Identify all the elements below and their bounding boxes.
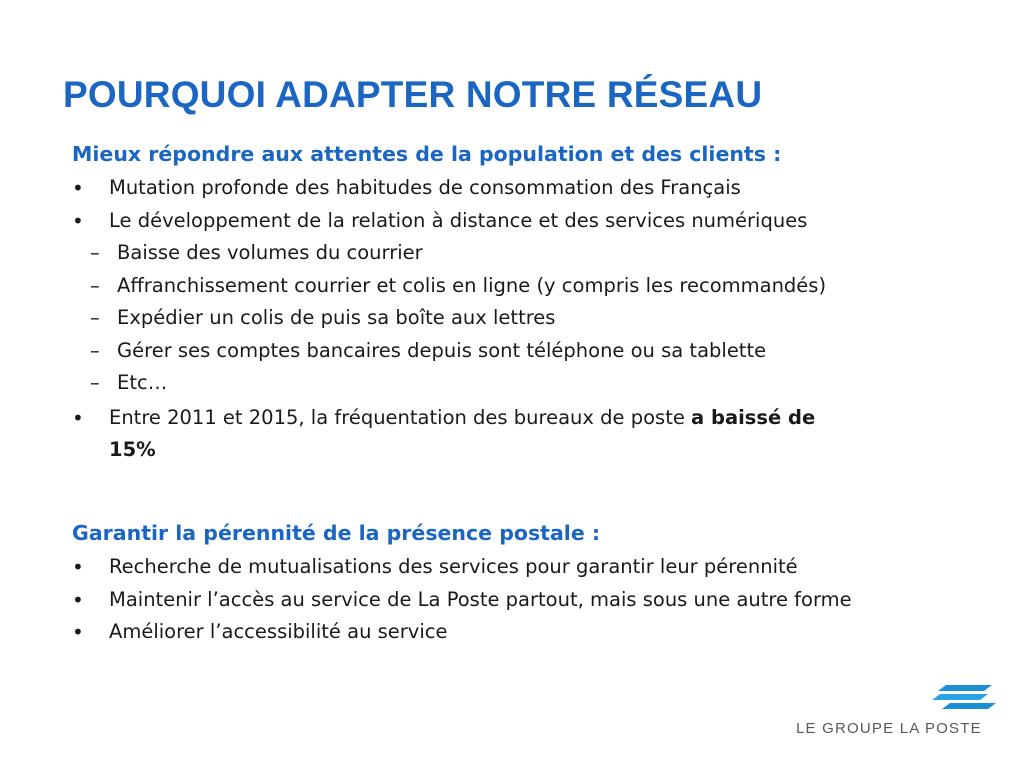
sub-list-numerique [72, 237, 1002, 400]
list-item [72, 172, 1002, 205]
list-item-text: Le développement de la relation à distance et des services numériques [109, 208, 808, 232]
highlight-text: a baissé de [691, 405, 816, 429]
sub-list-item [72, 270, 1002, 303]
bullet-list-attentes [72, 172, 1002, 237]
sub-list-item [72, 367, 1002, 400]
dash-icon: – [90, 371, 100, 394]
sub-list-item [72, 237, 1002, 270]
bullet-icon: • [72, 620, 84, 644]
bullet-icon: • [72, 555, 84, 579]
la-poste-logo [796, 684, 996, 744]
dash-icon: – [90, 338, 100, 362]
bullet-icon: • [72, 405, 84, 430]
list-item-text: Améliorer l’accessibilité au service [109, 620, 448, 643]
la-poste-bird-icon [932, 684, 996, 712]
list-item-text: Recherche de mutualisations des services pour garantir leur pérennité [109, 555, 798, 578]
bullet-list-perennite [72, 551, 1002, 649]
list-item-text: Maintenir l’accès au service de La Poste partout, mais sous une autre forme [109, 587, 852, 611]
list-item [72, 400, 1002, 467]
dash-icon: – [90, 306, 100, 329]
sub-list-item-text: Gérer ses comptes bancaires depuis sont téléphone ou sa tablette [117, 338, 767, 362]
logo-text: LE GROUPE LA POSTE [796, 720, 982, 737]
section-perennite [72, 519, 1002, 649]
dash-icon: – [90, 273, 100, 297]
list-item [72, 551, 1002, 584]
section-heading-attentes: Mieux répondre aux attentes de la population et des clients : [72, 142, 782, 166]
section-attentes [72, 140, 1002, 467]
bullet-list-frequentation [72, 400, 1002, 467]
sub-list-item-text: Baisse des volumes du courrier [117, 241, 423, 264]
list-item [72, 584, 1002, 617]
list-item-text: Entre 2011 et 2015, la fréquentation des bureaux de poste [109, 405, 692, 429]
sub-list-item [72, 335, 1002, 368]
list-item-text: Mutation profonde des habitudes de consommation des Français [109, 176, 741, 199]
section-heading-perennite: Garantir la pérennité de la présence postale : [72, 521, 601, 545]
sub-list-item-text: Affranchissement courrier et colis en ligne (y compris les recommandés) [117, 273, 827, 297]
bullet-icon: • [72, 208, 84, 233]
bullet-icon: • [72, 176, 84, 200]
sub-list-item [72, 302, 1002, 335]
list-item [72, 205, 1002, 238]
slide-title: POURQUOI ADAPTER NOTRE RÉSEAU [63, 74, 763, 115]
bullet-icon: • [72, 587, 84, 612]
dash-icon: – [90, 241, 100, 264]
list-item [72, 616, 1002, 649]
sub-list-item-text: Expédier un colis de puis sa boîte aux lettres [117, 306, 556, 329]
sub-list-item-text: Etc… [117, 371, 168, 394]
highlight-value: 15% [109, 438, 156, 461]
